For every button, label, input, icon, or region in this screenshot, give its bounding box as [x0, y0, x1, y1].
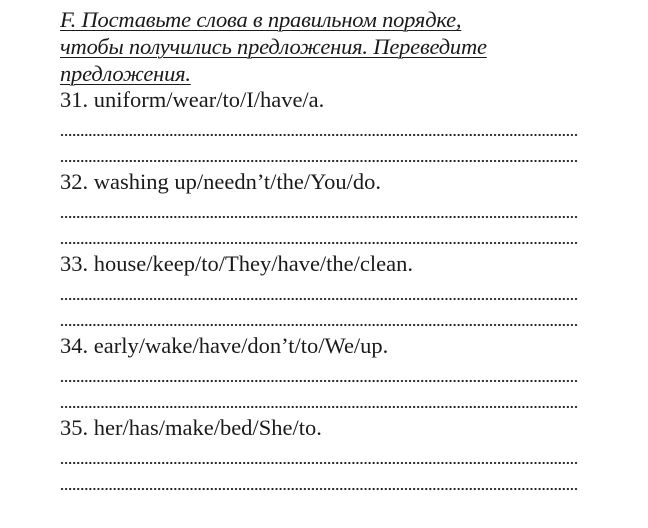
exercise-prompt: 32. washing up/needn’t/the/You/do.: [60, 169, 382, 194]
exercise-prompt: 35. her/has/make/bed/She/to.: [60, 415, 322, 440]
exercise-item-35: [60, 415, 580, 491]
answer-line[interactable]: [60, 133, 578, 137]
exercise-prompt: 33. house/keep/to/They/have/the/clean.: [60, 251, 414, 276]
answer-line[interactable]: [60, 159, 578, 163]
answer-line[interactable]: [60, 241, 578, 245]
answer-line[interactable]: [60, 405, 578, 409]
answer-line[interactable]: [60, 297, 578, 301]
instruction-line-2: чтобы получились предложения. Переведите: [60, 34, 487, 59]
exercise-item-31: [60, 87, 580, 163]
instruction-line-1: F. Поставьте слова в правильном порядке,: [60, 7, 462, 32]
answer-line[interactable]: [60, 487, 578, 491]
worksheet: [60, 6, 580, 491]
exercise-prompt: 31. uniform/wear/to/I/have/a.: [60, 87, 325, 112]
answer-line[interactable]: [60, 215, 578, 219]
instruction-line-3: предложения.: [60, 61, 191, 86]
exercise-instruction: [60, 6, 580, 87]
answer-line[interactable]: [60, 461, 578, 465]
exercise-prompt: 34. early/wake/have/don’t/to/We/up.: [60, 333, 389, 358]
exercise-item-34: [60, 333, 580, 409]
answer-line[interactable]: [60, 379, 578, 383]
exercise-item-33: [60, 251, 580, 327]
exercise-item-32: [60, 169, 580, 245]
answer-line[interactable]: [60, 323, 578, 327]
